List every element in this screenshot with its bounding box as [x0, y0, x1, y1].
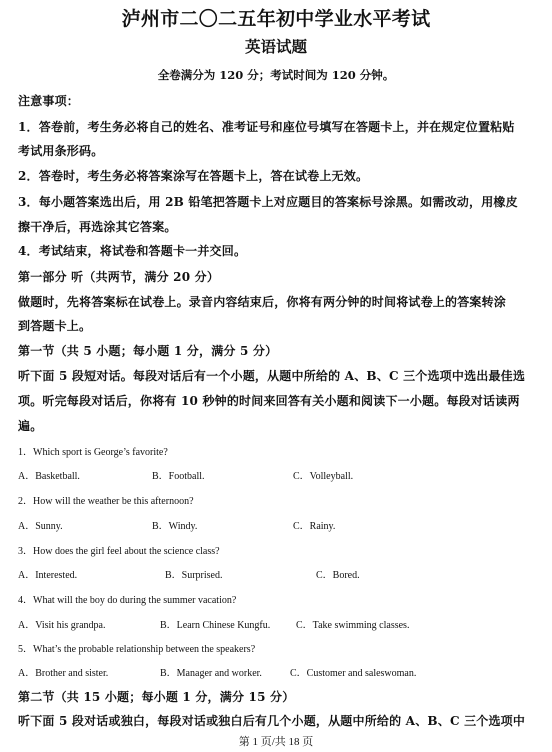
section2-instruction-line-1: 听下面 5 段对话或独白，每段对话或独白后有几个小题，从题中所给的 A、B、C 三个选项中 — [18, 714, 526, 728]
question-5-option-b: B．Manager and worker. — [160, 668, 262, 679]
question-5-stem: 5．What’s the probable relationship between the speakers? — [18, 644, 256, 655]
subject-title: 英语试题 — [244, 37, 307, 56]
question-1-option-b: B．Football. — [152, 471, 205, 482]
note-item-2: 2．答卷时，考生务必将答案涂写在答题卡上，答在试卷上无效。 — [18, 169, 369, 183]
section1-instruction-line-1: 听下面 5 段短对话。每段对话后有一个小题，从题中所给的 A、B、C 三个选项中选出最佳选 — [18, 369, 526, 383]
question-2-option-c: C．Rainy. — [293, 521, 336, 532]
question-5-option-c: C．Customer and saleswoman. — [290, 668, 417, 679]
notes-heading: 注意事项： — [18, 94, 80, 108]
question-3-option-b: B．Surprised. — [165, 570, 223, 581]
question-4-option-c: C．Take swimming classes. — [296, 620, 410, 631]
question-4-stem: 4．What will the boy do during the summer vacation? — [18, 595, 237, 606]
part1-instruction-line-1: 做题时，先将答案标在试卷上。录音内容结束后，你将有两分钟的时间将试卷上的答案转涂 — [18, 295, 507, 309]
note-item-1-line-2: 考试用条形码。 — [18, 144, 104, 158]
note-item-4: 4．考试结束，将试卷和答题卡一并交回。 — [18, 244, 247, 258]
note-item-1-line-1: 1．答卷前，考生务必将自己的姓名、准考证号和座位号填写在答题卡上，并在规定位置粘贴 — [18, 120, 515, 134]
part1-heading: 第一部分 听（共两节，满分 20 分） — [18, 270, 220, 284]
section1-instruction-line-3: 遍。 — [18, 419, 43, 433]
page-number: 第 1 页/共 18 页 — [238, 736, 314, 748]
question-1-option-c: C．Volleyball. — [293, 471, 354, 482]
part1-instruction-line-2: 到答题卡上。 — [18, 319, 92, 333]
section1-instruction-line-2: 项。听完每段对话后，你将有 10 秒钟的时间来回答有关小题和阅读下一小题。每段对话读两 — [18, 394, 520, 408]
question-2-stem: 2．How will the weather be this afternoon? — [18, 496, 194, 507]
question-1-option-a: A．Basketball. — [18, 471, 80, 482]
question-4-option-b: B．Learn Chinese Kungfu. — [160, 620, 271, 631]
question-3-option-c: C．Bored. — [316, 570, 360, 581]
question-1-stem: 1．Which sport is George’s favorite? — [18, 447, 168, 458]
question-5-option-a: A．Brother and sister. — [18, 668, 109, 679]
question-3-stem: 3．How does the girl feel about the science class? — [18, 546, 220, 557]
question-2-option-b: B．Windy. — [152, 521, 198, 532]
note-item-3-line-1: 3．每小题答案选出后，用 2B 铅笔把答题卡上对应题目的答案标号涂黑。如需改动，用橡皮 — [18, 195, 518, 209]
score-info: 全卷满分为 120 分；考试时间为 120 分钟。 — [157, 68, 395, 82]
question-2-option-a: A．Sunny. — [18, 521, 63, 532]
question-3-option-a: A．Interested. — [18, 570, 78, 581]
section1-heading: 第一节（共 5 小题；每小题 1 分，满分 5 分） — [18, 344, 278, 358]
section2-heading: 第二节（共 15 小题；每小题 1 分，满分 15 分） — [18, 690, 295, 704]
question-4-option-a: A．Visit his grandpa. — [18, 620, 106, 631]
note-item-3-line-2: 擦干净后，再选涂其它答案。 — [18, 220, 177, 234]
exam-title: 泸州市二〇二五年初中学业水平考试 — [121, 8, 431, 30]
